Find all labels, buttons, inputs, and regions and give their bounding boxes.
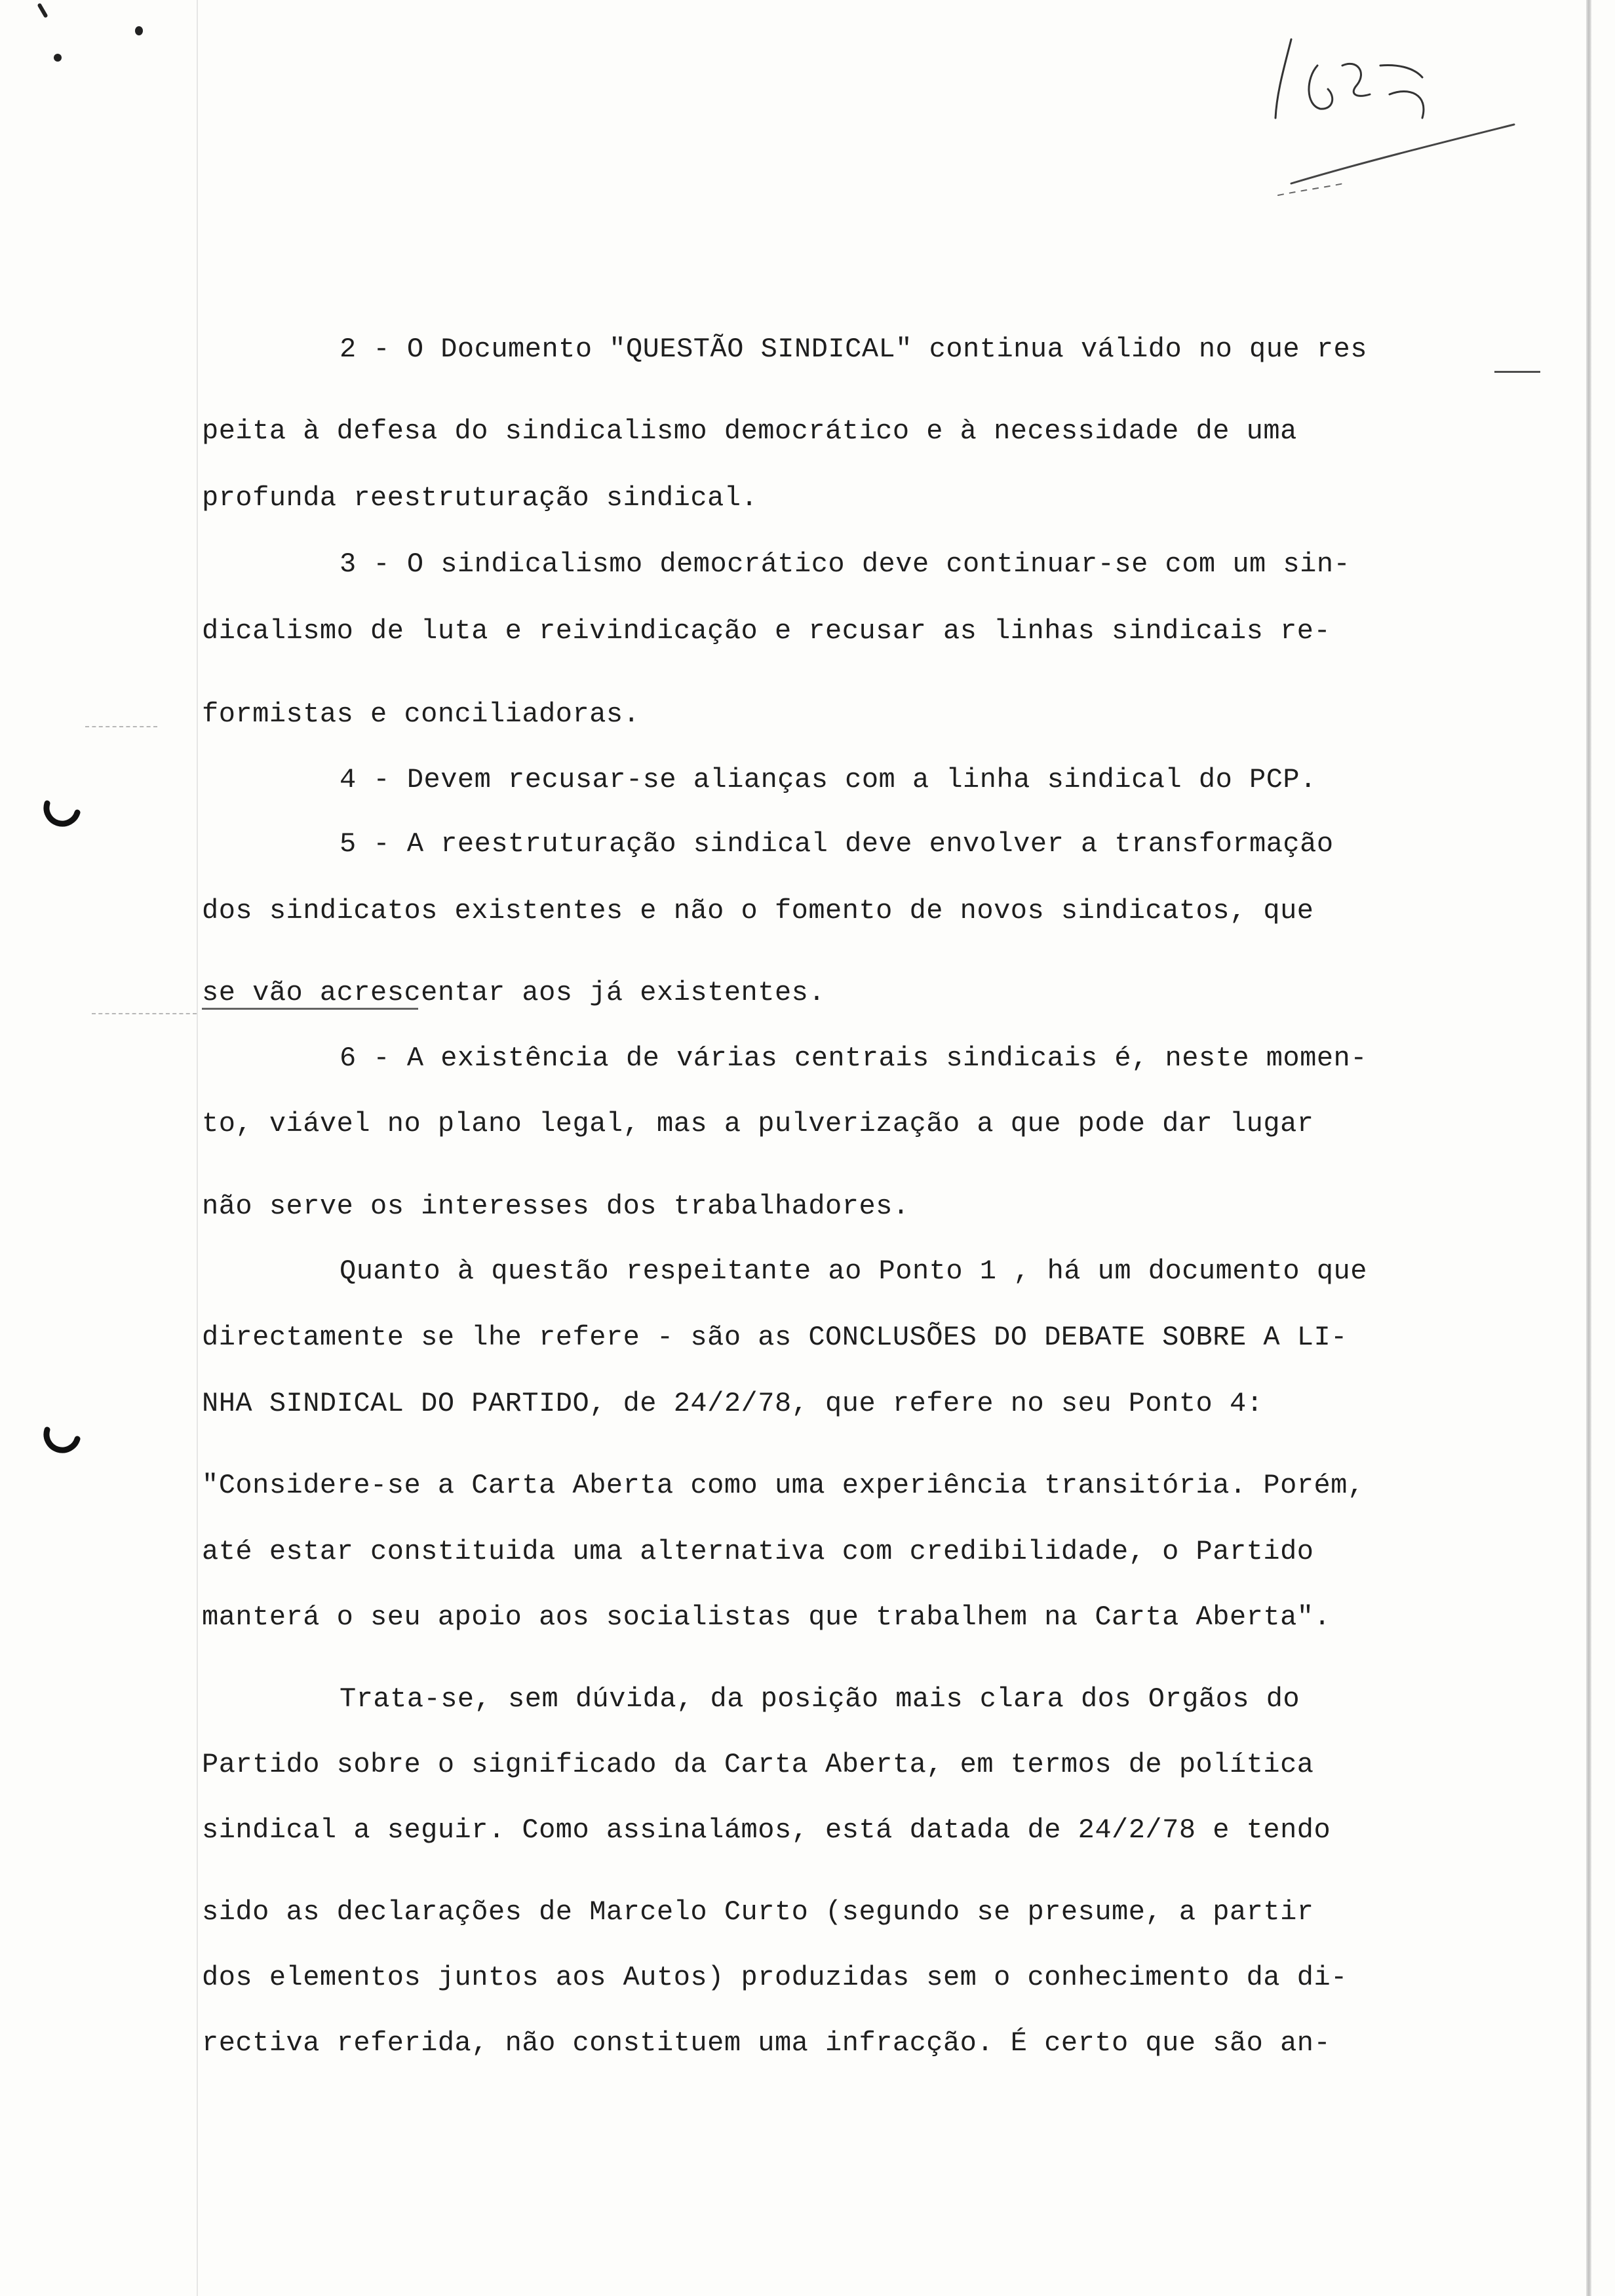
text-line: sindical a seguir. Como assinalámos, está datada de 24/2/78 e tendo <box>202 1814 1331 1846</box>
binder-hole-lower <box>43 1421 81 1459</box>
text-line: se vão acrescentar aos já existentes. <box>202 977 826 1008</box>
text-line: 3 - O sindicalismo democrático deve continuar-se com um sin- <box>340 548 1351 580</box>
binder-hole-upper <box>43 794 81 832</box>
handwritten-page-number <box>1265 26 1553 216</box>
text-line: "Considere-se a Carta Aberta como uma experiência transitória. Porém, <box>202 1470 1365 1501</box>
text-line: to, viável no plano legal, mas a pulverização a que pode dar lugar <box>202 1108 1314 1139</box>
page-right-edge <box>1586 0 1591 2296</box>
text-line: 5 - A reestruturação sindical deve envolver a transformação <box>340 828 1334 860</box>
text-line: profunda reestruturação sindical. <box>202 482 758 514</box>
margin-mark <box>92 1013 197 1014</box>
text-line: dos sindicatos existentes e não o fomento de novos sindicatos, que <box>202 895 1314 927</box>
text-line: Trata-se, sem dúvida, da posição mais clara dos Orgãos do <box>340 1683 1300 1715</box>
text-line: Quanto à questão respeitante ao Ponto 1 , há um documento que <box>340 1255 1367 1287</box>
text-line: rectiva referida, não constituem uma infracção. É certo que são an- <box>202 2027 1331 2059</box>
scan-speck <box>135 26 143 35</box>
text-line: dos elementos juntos aos Autos) produzidas sem o conhecimento da di- <box>202 1962 1348 1993</box>
text-line: sido as declarações de Marcelo Curto (segundo se presume, a partir <box>202 1896 1314 1928</box>
text-line: não serve os interesses dos trabalhadores. <box>202 1191 910 1222</box>
text-line: 2 - O Documento "QUESTÃO SINDICAL" continua válido no que res <box>340 334 1367 365</box>
text-line: até estar constituida uma alternativa com credibilidade, o Partido <box>202 1536 1314 1567</box>
text-line: formistas e conciliadoras. <box>202 698 640 730</box>
text-line: peita à defesa do sindicalismo democrático e à necessidade de uma <box>202 415 1297 447</box>
text-line: 6 - A existência de várias centrais sindicais é, neste momen- <box>340 1043 1367 1074</box>
text-line: 4 - Devem recusar-se alianças com a linha sindical do PCP. <box>340 764 1317 795</box>
underline-mark <box>202 1008 418 1010</box>
margin-mark <box>85 726 157 727</box>
scan-speck <box>54 54 62 62</box>
scan-speck <box>37 3 48 18</box>
text-line: dicalismo de luta e reivindicação e recusar as linhas sindicais re- <box>202 615 1331 647</box>
text-line: manterá o seu apoio aos socialistas que trabalhem na Carta Aberta". <box>202 1601 1331 1633</box>
underline-mark <box>1494 371 1540 373</box>
page-fold-line <box>197 0 198 2296</box>
text-line: Partido sobre o significado da Carta Aberta, em termos de política <box>202 1749 1314 1780</box>
text-line: directamente se lhe refere - são as CONCLUSÕES DO DEBATE SOBRE A LI- <box>202 1322 1348 1353</box>
text-line: NHA SINDICAL DO PARTIDO, de 24/2/78, que refere no seu Ponto 4: <box>202 1388 1264 1419</box>
